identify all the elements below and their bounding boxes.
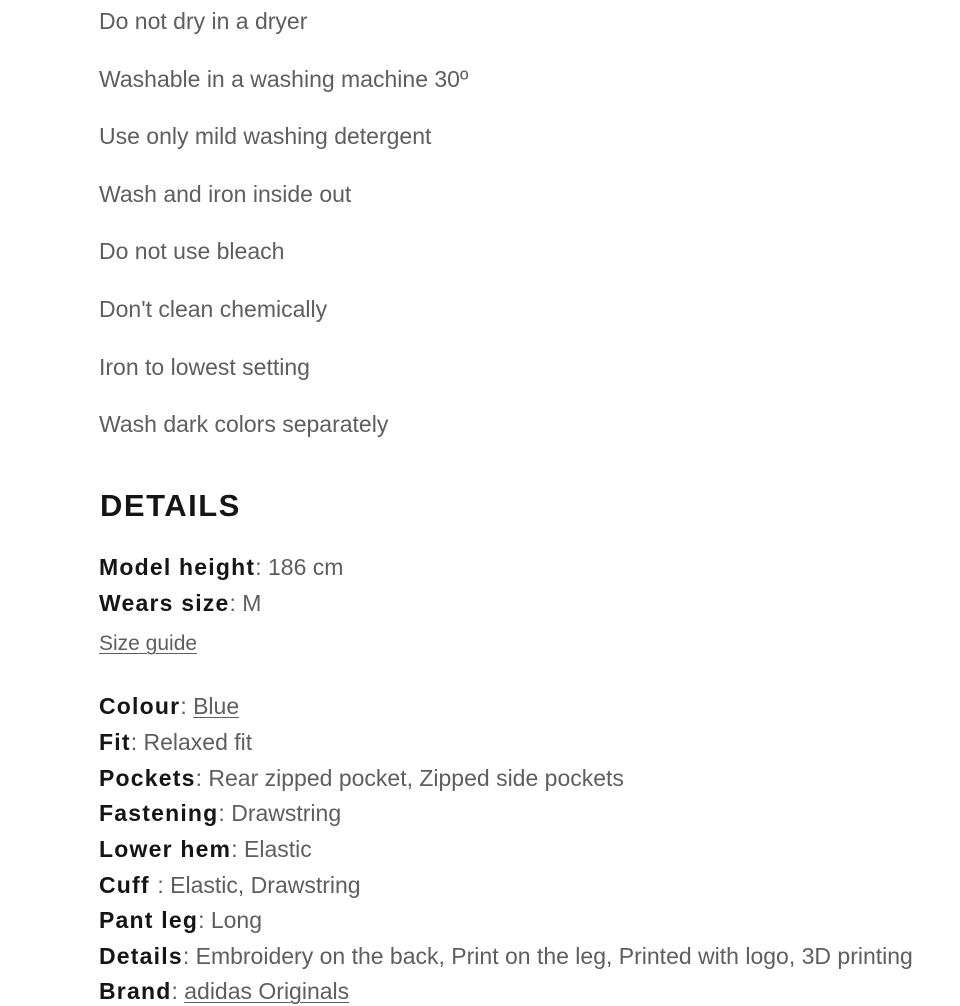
care-item: Don't clean chemically xyxy=(99,295,328,322)
detail-label: Details xyxy=(99,943,183,969)
detail-wears-size xyxy=(99,588,261,618)
detail-label: Wears size xyxy=(99,590,230,616)
detail-separator: : xyxy=(231,836,244,862)
detail-separator: : xyxy=(255,554,268,580)
detail-separator: : xyxy=(171,978,185,1004)
colour-link[interactable]: Blue xyxy=(193,693,240,719)
detail-label: Model height xyxy=(99,554,256,580)
detail-label: Lower hem xyxy=(99,836,232,862)
detail-separator: : xyxy=(195,765,209,791)
detail-label: Fastening xyxy=(99,800,219,826)
detail-value: Rear zipped pocket, Zipped side pockets xyxy=(208,765,624,791)
detail-cuff xyxy=(99,870,361,900)
detail-details xyxy=(99,941,913,971)
detail-value: Long xyxy=(210,907,263,933)
details-heading: DETAILS xyxy=(100,488,241,523)
care-item: Wash and iron inside out xyxy=(99,180,352,207)
brand-link[interactable]: adidas Originals xyxy=(184,978,350,1004)
detail-separator: : xyxy=(218,800,232,826)
detail-separator: : xyxy=(198,907,211,933)
detail-separator: : xyxy=(157,872,171,898)
care-instructions-list xyxy=(99,6,468,467)
detail-colour xyxy=(99,691,239,721)
detail-model-height xyxy=(99,552,343,582)
detail-separator: : xyxy=(229,590,243,616)
detail-label: Pant leg xyxy=(99,907,199,933)
detail-value: Elastic, Drawstring xyxy=(170,872,361,898)
detail-label: Cuff xyxy=(99,872,158,898)
detail-value: Drawstring xyxy=(231,800,342,826)
detail-fastening xyxy=(99,798,341,828)
care-item: Do not use bleach xyxy=(99,238,285,265)
detail-pockets xyxy=(99,763,624,793)
detail-value: Elastic xyxy=(244,836,312,862)
detail-label: Pockets xyxy=(99,765,196,791)
size-guide-link[interactable]: Size guide xyxy=(99,632,198,655)
detail-separator: : xyxy=(130,729,144,755)
detail-separator: : xyxy=(180,693,194,719)
detail-value: Relaxed fit xyxy=(143,729,253,755)
care-item: Washable in a washing machine 30º xyxy=(99,65,469,92)
detail-value: 186 cm xyxy=(268,554,344,580)
care-item: Do not dry in a dryer xyxy=(99,8,308,34)
detail-label: Colour xyxy=(99,693,181,719)
detail-fit xyxy=(99,727,252,757)
care-item: Iron to lowest setting xyxy=(99,353,310,380)
detail-label: Fit xyxy=(99,729,131,755)
detail-value: M xyxy=(242,590,262,616)
detail-label: Brand xyxy=(99,978,172,1004)
care-item: Wash dark colors separately xyxy=(99,411,389,438)
detail-lower-hem xyxy=(99,834,312,864)
detail-separator: : xyxy=(182,943,196,969)
detail-value: Embroidery on the back, Print on the leg, Printed with logo, 3D printing xyxy=(195,943,913,969)
care-item: Use only mild washing detergent xyxy=(99,123,432,150)
detail-pant-leg xyxy=(99,905,262,935)
